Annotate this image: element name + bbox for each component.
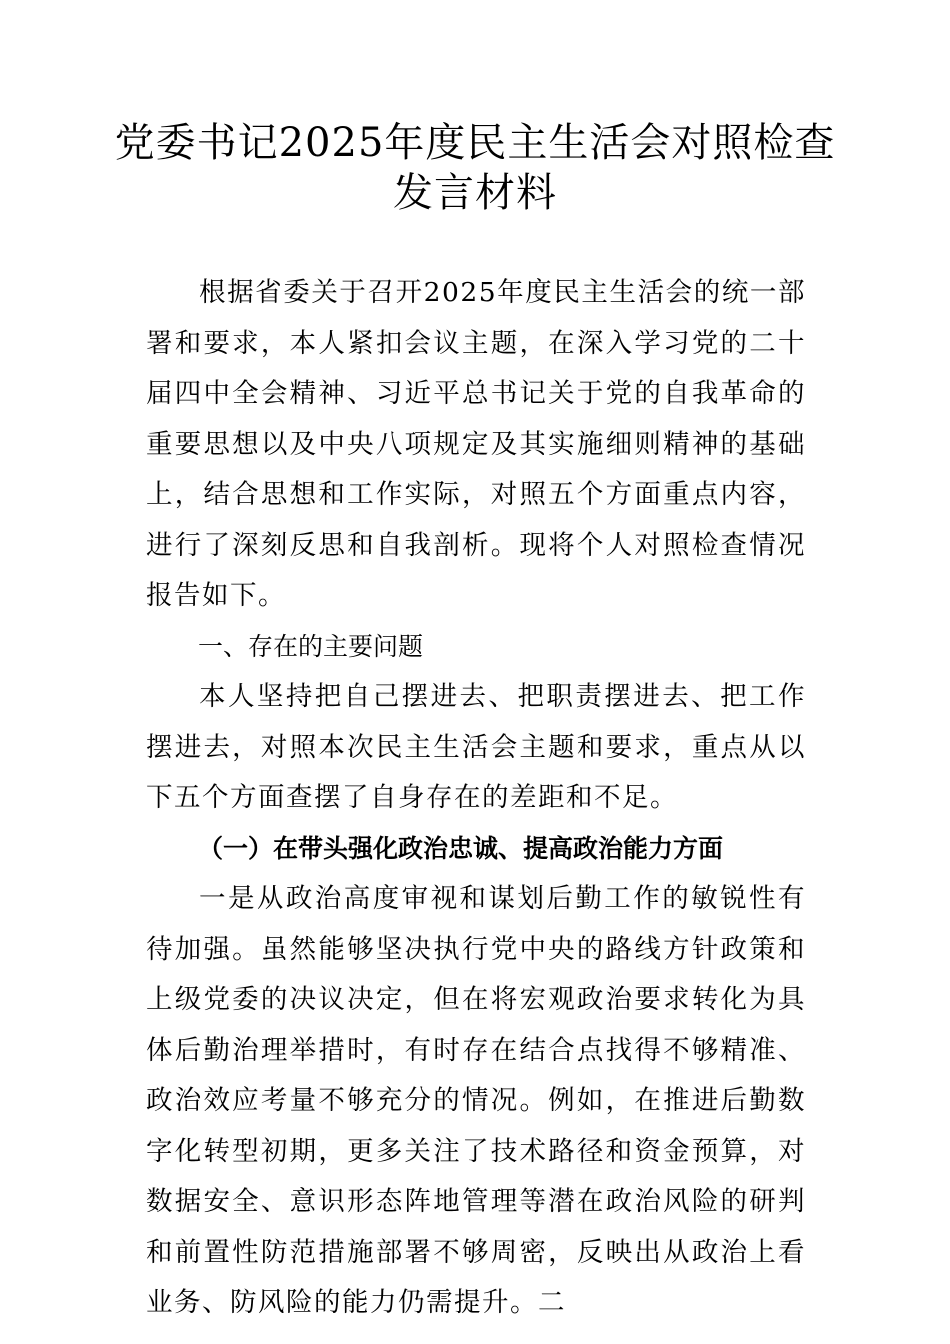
intro-paragraph: 根据省委关于召开2025年度民主生活会的统一部署和要求，本人紧扣会议主题，在深入学习党的二十届四中全会精神、习近平总书记关于党的自我革命的重要思想以及中央八项规定及其实施细则精神的基础上，结合思想和工作实际，对照五个方面重点内容，进行了深刻反思和自我剖析。现将个人对照检查情况报告如下。 [146, 277, 806, 611]
section-1-intro-paragraph: 本人坚持把自己摆进去、把职责摆进去、把工作摆进去，对照本次民主生活会主题和要求，重点从以下五个方面查摆了自身存在的差距和不足。 [146, 681, 806, 813]
subsection-1-paragraph: 一是从政治高度审视和谋划后勤工作的敏锐性有待加强。虽然能够坚决执行党中央的路线方针政策和上级党委的决议决定，但在将宏观政治要求转化为具体后勤治理举措时，有时存在结合点找得不够精准、政治效应考量不够充分的情况。例如，在推进后勤数字化转型初期，更多关注了技术路径和资金预算，对数据安全、意识形态阵地管理等潜在政治风险的研判和前置性防范措施部署不够周密，反映出从政治上看业务、防风险的能力仍需提升。二 [146, 883, 806, 1318]
document-title-line-1: 党委书记2025年度民主生活会对照检查 [114, 120, 836, 166]
document-title-line-2: 发言材料 [393, 170, 557, 216]
document-body [146, 268, 806, 1329]
subsection-1-heading: （一）在带头强化政治忠诚、提高政治能力方面 [198, 833, 724, 863]
section-1-heading: 一、存在的主要问题 [198, 631, 424, 661]
